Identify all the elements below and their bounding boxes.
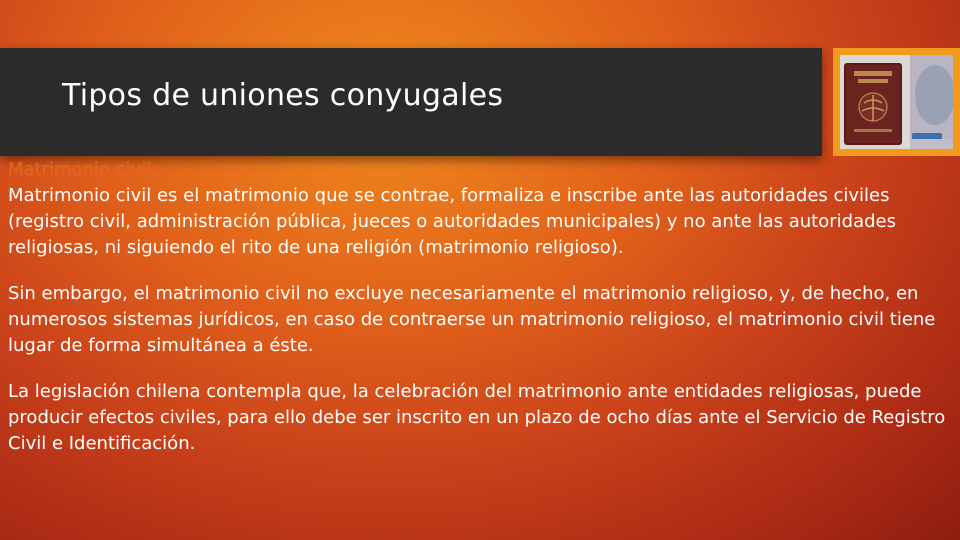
- paragraph-3: La legislación chilena contempla que, la celebración del matrimonio ante entidades religiosas, puede producir efectos civiles, para ello debe ser inscrito en un plazo de ocho días ante el Servicio de Registro Civil e Identificación.: [8, 381, 946, 454]
- paragraph-1: Matrimonio civil es el matrimonio que se contrae, formaliza e inscribe ante las autoridades civiles (registro civil, administración pública, jueces o autoridades municipales) y no ante las autoridades religiosas, ni siguiendo el rito de una religión (matrimonio religioso).: [8, 185, 896, 258]
- slide-body: [8, 157, 956, 457]
- paragraph-gap: [8, 261, 956, 281]
- paragraph-gap: [8, 359, 956, 379]
- passport-photo: [840, 55, 953, 149]
- slide-title: Tipos de uniones conyugales: [62, 78, 504, 113]
- passport-illustration: [840, 55, 953, 149]
- paragraph-2: Sin embargo, el matrimonio civil no excluye necesariamente el matrimonio religioso, y, de hecho, en numerosos sistemas jurídicos, en caso de contraerse un matrimonio religioso, el matrimonio civil tiene lugar de forma simultánea a éste.: [8, 283, 936, 356]
- subheading: Matrimonio civil:: [8, 159, 158, 180]
- photo-frame: [833, 48, 960, 156]
